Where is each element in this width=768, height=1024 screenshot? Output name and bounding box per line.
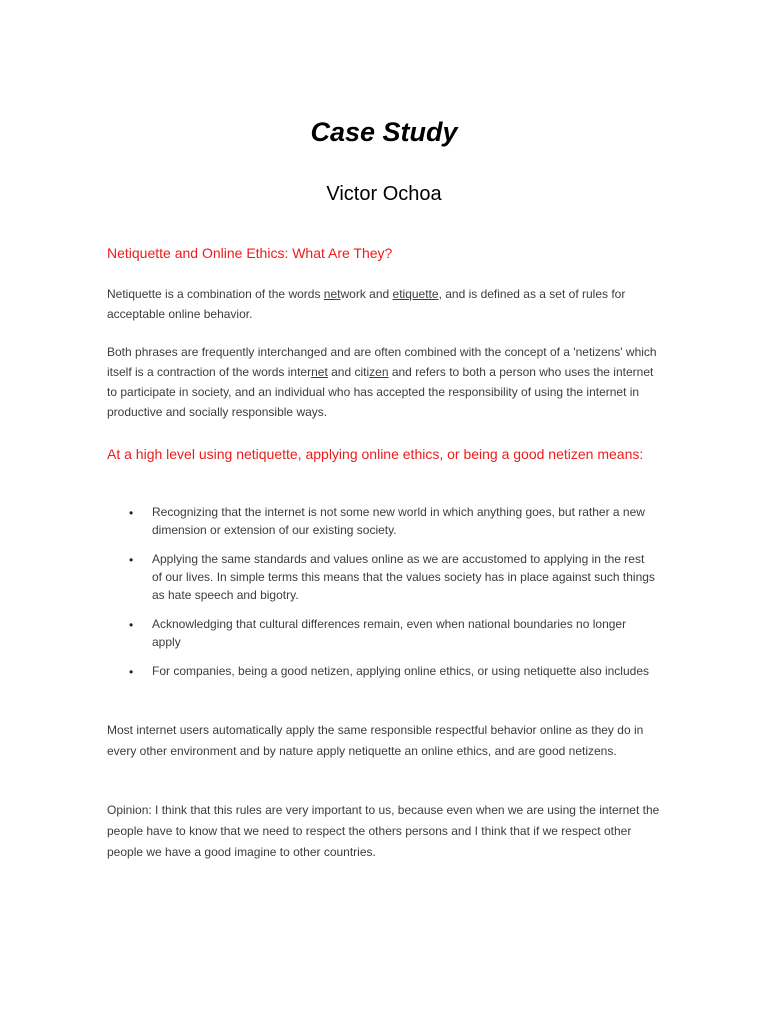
list-item-text: Applying the same standards and values online as we are accustomed to applying in the rest of our lives. In simple terms this means that the values society has in place against such things as hate speech and bigotry.: [152, 552, 655, 602]
paragraph-internet-users: Most internet users automatically apply the same responsible respectful behavior online as they do in every other environment and by nature apply netiquette an online ethics, and are good netizens.: [107, 723, 644, 758]
text-run: work and: [340, 287, 393, 301]
list-item: [107, 662, 657, 680]
list-item: [107, 550, 657, 604]
text-run: and citi: [327, 365, 370, 379]
underlined-word-etiquette: etiquette: [392, 287, 439, 301]
author-name: Victor Ochoa: [326, 183, 442, 205]
text-run: and refers to both a person who uses the internet to participate in society, and an individual who has accepted the responsibility of using the internet in productive and socially responsible ways.: [107, 365, 654, 419]
underlined-word-zen: zen: [369, 365, 389, 379]
list-item-text: For companies, being a good netizen, applying online ethics, or using netiquette also includes: [152, 664, 649, 678]
paragraph-opinion: Opinion: I think that this rules are very important to us, because even when we are using the internet the people have to know that we need to respect the others persons and I think that if we respect other people we have a good imagine to other countries.: [107, 803, 660, 859]
list-item-text: Acknowledging that cultural differences remain, even when national boundaries no longer apply: [152, 617, 627, 649]
paragraph-netiquette-definition: [107, 284, 662, 324]
section-heading-netiquette: Netiquette and Online Ethics: What Are They?: [107, 245, 393, 261]
section-heading-high-level: At a high level using netiquette, applying online ethics, or being a good netizen means:: [107, 446, 644, 462]
text-run: Netiquette is a combination of the words: [107, 287, 324, 301]
list-item-text: Recognizing that the internet is not some new world in which anything goes, but rather a new dimension or extension of our existing society.: [152, 505, 645, 537]
bullet-icon: •: [129, 665, 134, 679]
underlined-word-net: net: [311, 365, 328, 379]
paragraph-netizens: [107, 342, 662, 422]
bullet-icon: •: [129, 506, 134, 520]
bullet-icon: •: [129, 618, 134, 632]
bullet-list: [107, 503, 667, 691]
underlined-word-net: net: [323, 287, 341, 301]
document-title: Case Study: [310, 117, 458, 147]
bullet-icon: •: [129, 553, 134, 567]
text-run: , and is defined as a set of rules for acceptable online behavior.: [107, 287, 626, 321]
text-run: Both phrases are frequently interchanged and are often combined with the concept of a 'netizens' which itself is a contraction of the words inter: [107, 345, 657, 379]
list-item: [107, 615, 657, 651]
list-item: [107, 503, 657, 539]
